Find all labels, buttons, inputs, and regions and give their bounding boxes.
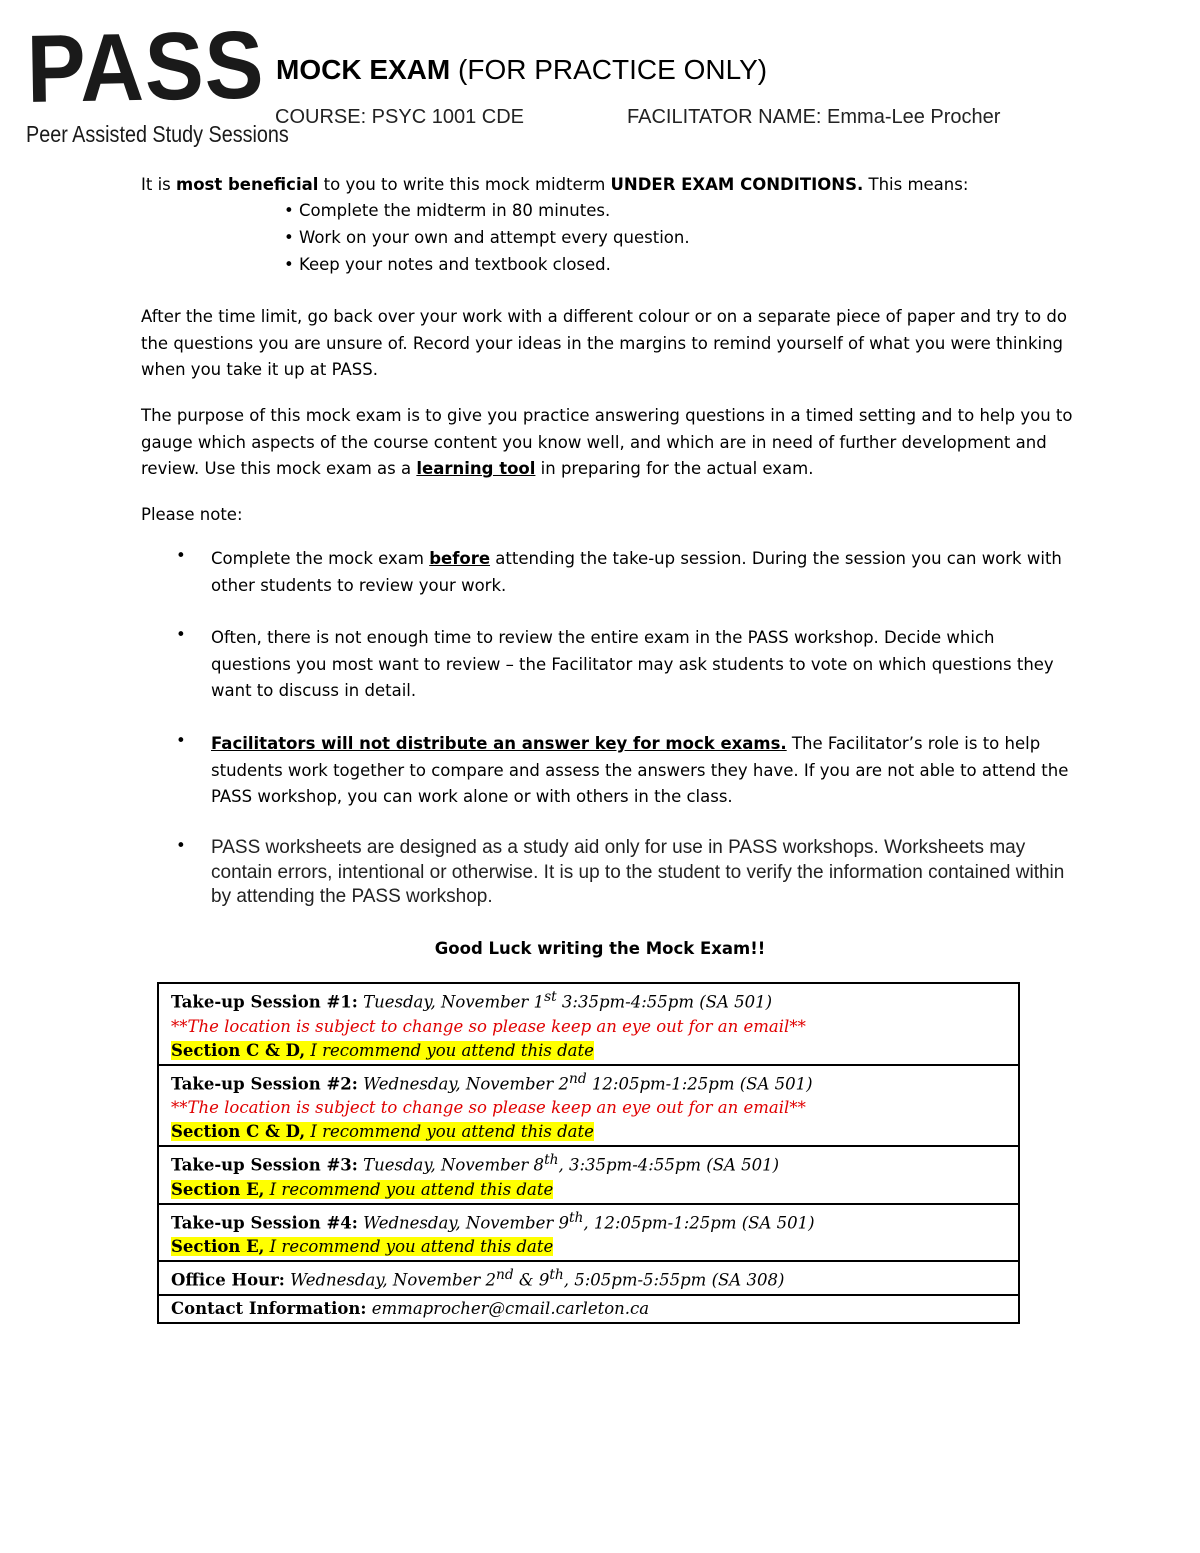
office-hour-label: Office Hour: xyxy=(171,1270,285,1290)
session-2-cell xyxy=(158,1065,1019,1147)
recommendation: I recommend you attend this date xyxy=(305,1122,594,1141)
session-label: Take-up Session #1: xyxy=(171,992,358,1012)
list-item: • Work on your own and attempt every question. xyxy=(284,228,690,247)
section-label: Section C & D, xyxy=(171,1040,306,1060)
course-label: COURSE: PSYC 1001 CDE xyxy=(275,106,524,128)
office-date: Wednesday, November 2 xyxy=(284,1270,496,1290)
recommendation: I recommend you attend this date xyxy=(264,1237,554,1256)
facilitator-label: FACILITATOR NAME: Emma-Lee Procher xyxy=(627,106,1001,128)
intro-paragraph xyxy=(141,172,1081,199)
logo-wordmark: PASS xyxy=(25,11,266,123)
logo-tagline: Peer Assisted Study Sessions xyxy=(26,121,289,147)
date-suffix: nd xyxy=(495,1267,514,1283)
session-1-cell xyxy=(158,983,1019,1065)
schedule-table xyxy=(157,982,1020,1324)
location-warning: **The location is subject to change so please keep an eye out for an email** xyxy=(171,1016,806,1036)
session-label: Take-up Session #3: xyxy=(171,1155,358,1175)
learning-tool-emphasis: learning tool xyxy=(416,459,536,478)
date-suffix: st xyxy=(544,989,557,1005)
office-time: , 5:05pm-5:55pm (SA 308) xyxy=(563,1270,785,1290)
session-label: Take-up Session #4: xyxy=(171,1213,358,1232)
location-warning: **The location is subject to change so please keep an eye out for an email** xyxy=(171,1098,806,1117)
contact-label: Contact Information: xyxy=(171,1298,367,1318)
bullet-glyph: • xyxy=(176,625,186,644)
purpose-text: The purpose of this mock exam is to give you practice answering questions in a timed setting and to help you to gauge which aspects of the course content you know well, and which are in need of further development and review. Use this mock exam as a xyxy=(141,406,1073,478)
table-row xyxy=(158,1204,1019,1262)
list-item: • Keep your notes and textbook closed. xyxy=(284,255,611,274)
contact-email[interactable]: emmaprocher@cmail.carleton.ca xyxy=(366,1298,650,1318)
recommendation: I recommend you attend this date xyxy=(264,1179,554,1199)
table-row xyxy=(158,1146,1019,1204)
bullet-complete-before xyxy=(211,546,1071,599)
date-suffix: th xyxy=(544,1152,559,1168)
intro-text-3: This means: xyxy=(863,175,969,194)
session-date: Tuesday, November 1 xyxy=(357,992,545,1012)
session-time: , 12:05pm-1:25pm (SA 501) xyxy=(583,1213,815,1232)
session-time: , 3:35pm-4:55pm (SA 501) xyxy=(558,1155,780,1175)
contact-cell xyxy=(158,1295,1019,1323)
date-suffix: th xyxy=(568,1209,584,1226)
table-row xyxy=(158,1261,1019,1295)
bullet-worksheet-disclaimer: PASS worksheets are designed as a study aid only for use in PASS workshops. Worksheets may contain errors, intentional or otherwise. It is up to the student to verify the information contained within by attending the PASS workshop. xyxy=(211,837,1065,907)
bullet-answer-key xyxy=(211,731,1071,811)
table-row xyxy=(158,1295,1019,1323)
intro-text-2: to you to write this mock midterm xyxy=(318,175,611,194)
session-date: Tuesday, November 8 xyxy=(357,1155,545,1175)
section-label: Section C & D, xyxy=(171,1122,306,1141)
after-time-paragraph: After the time limit, go back over your work with a different colour or on a separate piece of paper and try to do the questions you are unsure of. Record your ideas in the margins to remind yourself of what you were thinking when you take it up at PASS. xyxy=(141,307,1067,379)
intro-bold-2: UNDER EXAM CONDITIONS. xyxy=(610,175,864,194)
bullet-glyph: • xyxy=(176,546,186,565)
purpose-text-end: in preparing for the actual exam. xyxy=(535,459,814,478)
exam-conditions-list xyxy=(284,197,690,278)
date-suffix: th xyxy=(549,1267,564,1283)
session-date: Wednesday, November 2 xyxy=(357,1074,569,1093)
bullet-not-enough-time: Often, there is not enough time to review the entire exam in the PASS workshop. Decide which questions you most want to review – the Facilitator may ask students to vote on which questions they want to discuss in detail. xyxy=(211,628,1054,700)
page-title xyxy=(276,54,767,86)
office-date-2: & 9 xyxy=(513,1270,550,1290)
recommendation: I recommend you attend this date xyxy=(305,1040,594,1060)
table-row xyxy=(158,983,1019,1065)
intro-bold-1: most beneficial xyxy=(176,175,319,194)
before-emphasis: before xyxy=(429,549,491,568)
bullet-glyph: • xyxy=(176,836,186,855)
purpose-paragraph xyxy=(141,403,1081,483)
session-3-cell xyxy=(158,1146,1019,1204)
bullet-text: The Facilitator’s role is to help students work together to compare and assess the answers they have. If you are not able to attend the PASS workshop, you can work alone or with others in the class. xyxy=(211,734,1069,806)
session-4-cell xyxy=(158,1204,1019,1262)
section-label: Section E, xyxy=(171,1237,265,1256)
intro-text-1: It is xyxy=(141,175,177,194)
session-date: Wednesday, November 9 xyxy=(357,1213,569,1232)
date-suffix: nd xyxy=(568,1070,587,1087)
bullet-glyph: • xyxy=(176,731,186,750)
good-luck-heading: Good Luck writing the Mock Exam!! xyxy=(434,939,766,958)
session-time: 12:05pm-1:25pm (SA 501) xyxy=(586,1074,813,1093)
office-hour-cell xyxy=(158,1261,1019,1295)
list-item: • Complete the midterm in 80 minutes. xyxy=(284,201,611,220)
session-label: Take-up Session #2: xyxy=(171,1074,358,1093)
session-time: 3:35pm-4:55pm (SA 501) xyxy=(556,992,773,1012)
title-rest: (FOR PRACTICE ONLY) xyxy=(450,54,768,85)
answer-key-emphasis: Facilitators will not distribute an answer key for mock exams. xyxy=(211,734,787,753)
bullet-text: Complete the mock exam xyxy=(211,549,430,568)
bullet-text: attending the take-up session. During the session you can work with other students to review your work. xyxy=(211,549,1062,595)
table-row xyxy=(158,1065,1019,1147)
section-label: Section E, xyxy=(171,1179,265,1199)
pass-logo xyxy=(25,11,289,147)
title-bold: MOCK EXAM xyxy=(276,54,451,85)
please-note-heading: Please note: xyxy=(141,505,243,524)
